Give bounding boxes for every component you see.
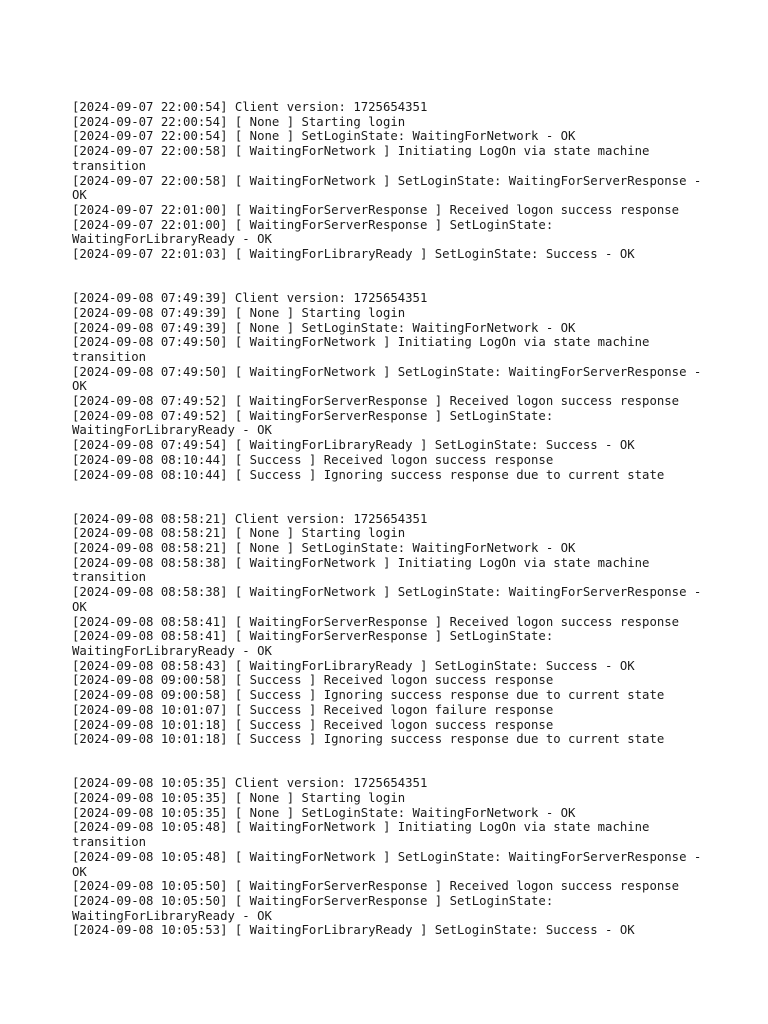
log-line: [2024-09-08 07:49:52] [ WaitingForServerResponse ] SetLoginState: WaitingForLibraryReady - OK <box>72 408 561 438</box>
log-line: [2024-09-08 08:58:43] [ WaitingForLibraryReady ] SetLoginState: Success - OK <box>72 658 635 673</box>
log-line: [2024-09-07 22:01:00] [ WaitingForServerResponse ] Received logon success response <box>72 202 680 217</box>
log-line: [2024-09-08 07:49:54] [ WaitingForLibraryReady ] SetLoginState: Success - OK <box>72 438 635 453</box>
log-line: [2024-09-08 10:05:48] [ WaitingForNetwork ] Initiating LogOn via state machine transition <box>72 820 657 850</box>
log-line: [2024-09-07 22:00:54] [ None ] Starting login <box>72 114 406 129</box>
log-line: [2024-09-08 09:00:58] [ Success ] Received logon success response <box>72 673 554 688</box>
log-line: [2024-09-08 10:05:35] [ None ] SetLoginState: WaitingForNetwork - OK <box>72 805 576 820</box>
log-line: [2024-09-08 10:05:48] [ WaitingForNetwork ] SetLoginState: WaitingForServerResponse - OK <box>72 849 709 879</box>
log-line: [2024-09-08 10:01:18] [ Success ] Received logon success response <box>72 717 554 732</box>
log-line: [2024-09-08 08:58:21] [ None ] SetLoginState: WaitingForNetwork - OK <box>72 541 576 556</box>
log-line: [2024-09-07 22:00:58] [ WaitingForNetwork ] Initiating LogOn via state machine transition <box>72 144 657 173</box>
log-line: [2024-09-08 10:01:07] [ Success ] Received logon failure response <box>72 702 554 717</box>
log-session-1 <box>72 100 712 262</box>
log-line: [2024-09-08 08:58:41] [ WaitingForServerResponse ] Received logon success response <box>72 614 680 629</box>
log-line: [2024-09-08 07:49:50] [ WaitingForNetwork ] Initiating LogOn via state machine transition <box>72 335 657 364</box>
log-session-4 <box>72 776 712 938</box>
log-document <box>72 100 712 938</box>
log-line: [2024-09-08 08:58:38] [ WaitingForNetwork ] Initiating LogOn via state machine transition <box>72 555 657 585</box>
log-line: [2024-09-08 07:49:50] [ WaitingForNetwork ] SetLoginState: WaitingForServerResponse - OK <box>72 364 709 394</box>
log-line: [2024-09-08 07:49:52] [ WaitingForServerResponse ] Received logon success response <box>72 394 680 409</box>
log-line: [2024-09-07 22:01:03] [ WaitingForLibraryReady ] SetLoginState: Success - OK <box>72 247 635 262</box>
log-line: [2024-09-07 22:00:54] [ None ] SetLoginState: WaitingForNetwork - OK <box>72 129 576 144</box>
log-line: [2024-09-08 10:01:18] [ Success ] Ignoring success response due to current state <box>72 732 665 747</box>
log-line: [2024-09-08 09:00:58] [ Success ] Ignoring success response due to current state <box>72 688 665 703</box>
log-line: [2024-09-08 08:58:21] [ None ] Starting login <box>72 526 406 541</box>
log-line: [2024-09-08 08:58:38] [ WaitingForNetwork ] SetLoginState: WaitingForServerResponse - OK <box>72 585 709 614</box>
log-line: [2024-09-08 08:10:44] [ Success ] Received logon success response <box>72 452 554 467</box>
log-session-2 <box>72 291 712 482</box>
log-line: [2024-09-08 10:05:35] [ None ] Starting login <box>72 791 406 805</box>
log-session-3 <box>72 512 712 747</box>
log-line: [2024-09-08 08:58:41] [ WaitingForServerResponse ] SetLoginState: WaitingForLibraryReady - OK <box>72 629 561 658</box>
log-line: [2024-09-08 10:05:53] [ WaitingForLibraryReady ] SetLoginState: Success - OK <box>72 923 635 938</box>
log-line: [2024-09-07 22:00:54] Client version: 1725654351 <box>72 100 428 114</box>
log-line: [2024-09-08 07:49:39] [ None ] Starting login <box>72 305 406 320</box>
log-line: [2024-09-08 07:49:39] [ None ] SetLoginState: WaitingForNetwork - OK <box>72 320 576 335</box>
log-line: [2024-09-08 08:10:44] [ Success ] Ignoring success response due to current state <box>72 467 665 482</box>
log-line: [2024-09-08 10:05:50] [ WaitingForServerResponse ] SetLoginState: WaitingForLibraryReady - OK <box>72 893 561 923</box>
log-line: [2024-09-07 22:01:00] [ WaitingForServerResponse ] SetLoginState: WaitingForLibraryReady - OK <box>72 217 561 247</box>
log-line: [2024-09-08 08:58:21] Client version: 1725654351 <box>72 511 428 526</box>
log-line: [2024-09-07 22:00:58] [ WaitingForNetwork ] SetLoginState: WaitingForServerResponse - OK <box>72 173 709 203</box>
log-line: [2024-09-08 07:49:39] Client version: 1725654351 <box>72 291 428 306</box>
log-line: [2024-09-08 10:05:35] Client version: 1725654351 <box>72 776 428 791</box>
log-line: [2024-09-08 10:05:50] [ WaitingForServerResponse ] Received logon success response <box>72 879 680 894</box>
